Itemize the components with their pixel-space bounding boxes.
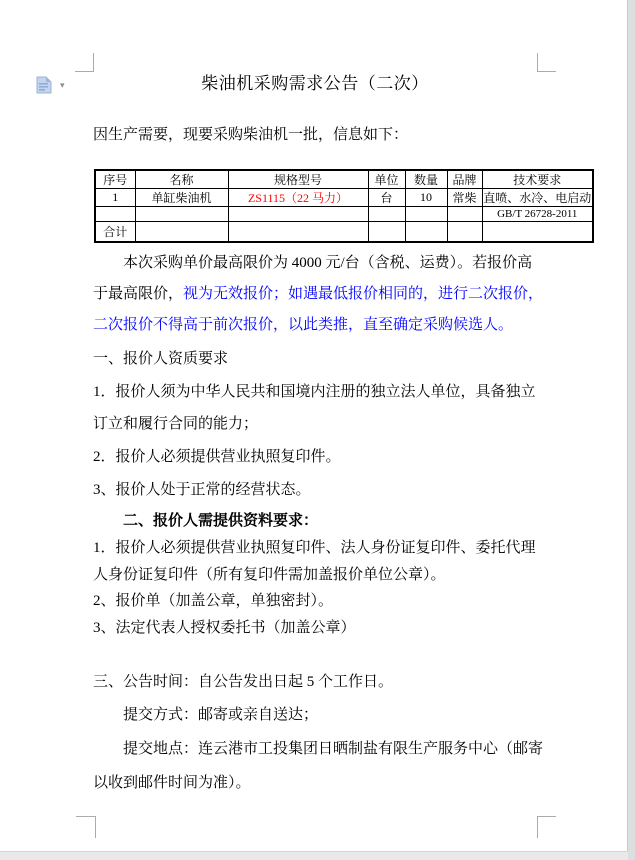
table-row — [95, 189, 593, 207]
section1-item3: 3、报价人处于正常的经营状态。 — [93, 482, 311, 498]
cell-unit: 台 — [368, 189, 405, 207]
margin-crop-mark-top-right — [537, 53, 556, 72]
cell-seq: 1 — [95, 189, 135, 207]
chevron-down-icon[interactable]: ▾ — [60, 81, 65, 91]
price-limit-line-2 — [93, 284, 543, 304]
cell-tech-req: 直喷、水冷、电启动 — [482, 189, 593, 207]
cell-seq — [95, 207, 135, 222]
section3-heading: 三、公告时间：自公告发出日起 5 个工作日。 — [93, 674, 394, 690]
section2-item1-line2: 人身份证复印件（所有复印件需加盖报价单位公章）。 — [93, 567, 446, 583]
price-limit-line-2-black: 于最高限价， — [93, 286, 184, 302]
price-limit-line-3: 二次报价不得高于前次报价，以此类推，直至确定采购候选人。 — [93, 317, 514, 333]
intro-line: 因生产需要，现要采购柴油机一批，信息如下： — [93, 127, 409, 143]
cell-qty: 10 — [405, 189, 447, 207]
procurement-table — [94, 169, 594, 243]
cell-name: 单缸柴油机 — [135, 189, 228, 207]
header-cell: 序号 — [95, 170, 135, 189]
header-cell: 单位 — [368, 170, 405, 189]
cell-empty — [135, 222, 228, 243]
window-bottom-edge — [0, 851, 628, 860]
section1-item1-line2: 订立和履行合同的能力； — [93, 416, 259, 432]
section2-item3: 3、法定代表人授权委托书（加盖公章） — [93, 620, 356, 636]
table-row — [95, 207, 593, 222]
cell-empty — [368, 222, 405, 243]
margin-crop-mark-bottom-left — [76, 816, 96, 838]
cell-unit — [368, 207, 405, 222]
section2-heading: 二、报价人需提供资料要求： — [123, 513, 319, 529]
cell-empty — [405, 222, 447, 243]
header-cell: 名称 — [135, 170, 228, 189]
price-limit-line-1: 本次采购单价最高限价为 4000 元/台（含税、运费）。若报价高 — [123, 255, 533, 271]
cell-empty — [482, 222, 593, 243]
window-right-edge — [627, 0, 635, 860]
section3-submit-address-line2: 以收到邮件时间为准）。 — [93, 775, 251, 791]
document-title: 柴油机采购需求公告（二次） — [201, 74, 429, 93]
section1-heading: 一、报价人资质要求 — [93, 351, 229, 367]
cell-qty — [405, 207, 447, 222]
section3-submit-address-line1: 提交地点：连云港市工投集团日晒制盐有限生产服务中心（邮寄 — [123, 741, 544, 757]
margin-crop-mark-bottom-right — [537, 816, 556, 838]
cell-spec-model — [228, 207, 368, 222]
cell-spec-model: ZS1115（22 马力） — [228, 189, 368, 207]
header-cell: 品牌 — [447, 170, 482, 189]
header-cell: 技术要求 — [482, 170, 593, 189]
table-total-row — [95, 222, 593, 243]
section2-item2: 2、报价单（加盖公章，单独密封）。 — [93, 593, 334, 609]
header-cell: 规格型号 — [228, 170, 368, 189]
cell-empty — [447, 222, 482, 243]
section1-item2: 2．报价人必须提供营业执照复印件。 — [93, 449, 341, 465]
margin-crop-mark-top-left — [75, 53, 94, 72]
price-limit-line-2-blue: 视为无效报价；如遇最低报价相同的，进行二次报价， — [183, 286, 544, 302]
cell-brand — [447, 207, 482, 222]
section3-submit-method: 提交方式：邮寄或亲自送达； — [123, 707, 319, 723]
cell-total-label: 合计 — [95, 222, 135, 243]
cell-empty — [228, 222, 368, 243]
table-header-row — [95, 170, 593, 189]
cell-name — [135, 207, 228, 222]
section1-item1-line1: 1．报价人须为中华人民共和国境内注册的独立法人单位，具备独立 — [93, 384, 536, 400]
header-cell: 数量 — [405, 170, 447, 189]
cell-tech-standard: GB/T 26728-2011 — [482, 207, 593, 222]
section2-item1-line1: 1．报价人必须提供营业执照复印件、法人身份证复印件、委托代理 — [93, 540, 536, 556]
cell-brand: 常柴 — [447, 189, 482, 207]
paste-options-button[interactable] — [34, 75, 76, 99]
